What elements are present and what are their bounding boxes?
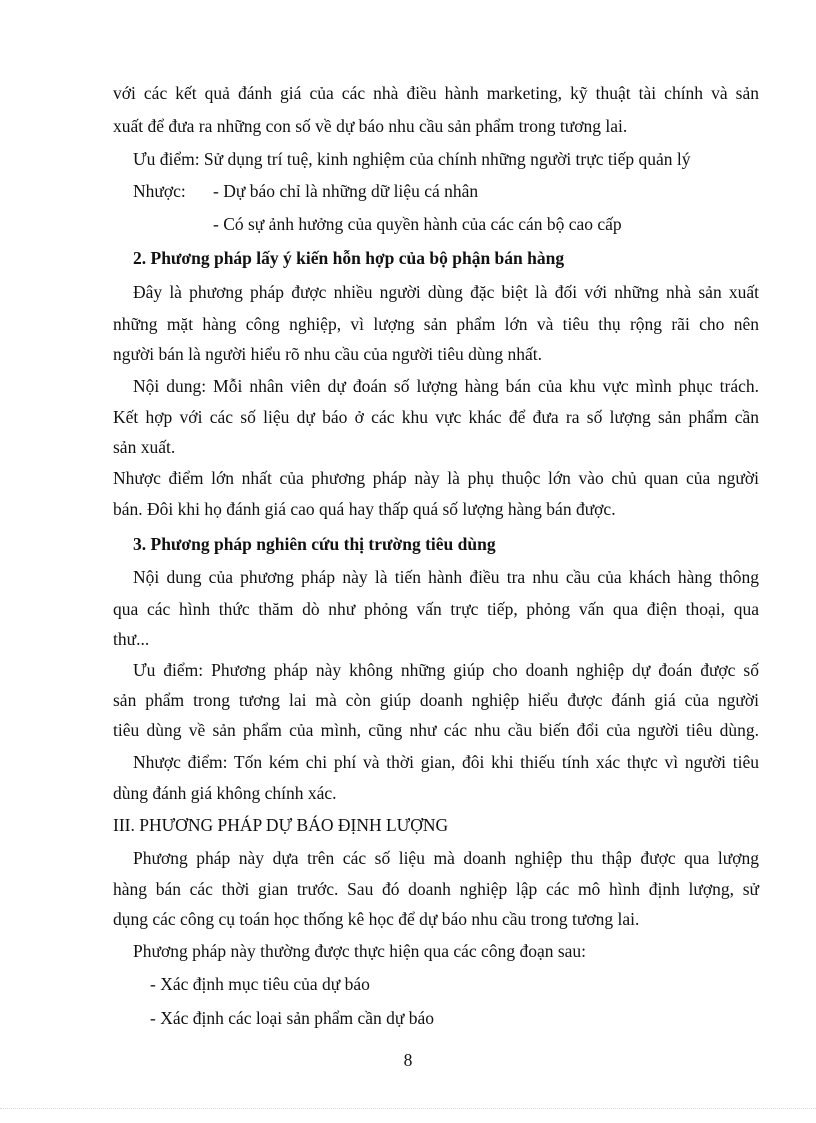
section-2-heading: 2. Phương pháp lấy ý kiến hỗn hợp của bộ phận bán hàng [133,248,565,268]
cons-item-1: - Dự báo chỉ là những dữ liệu cá nhân [213,181,479,201]
cons-label: Nhược: [133,181,186,201]
cons-item-2: - Có sự ảnh hưởng của quyền hành của các cán bộ cao cấp [213,214,622,234]
section-2-p2-line-3: sản xuất. [113,437,176,457]
section-3-p1-line-1: Nội dung của phương pháp này là tiến hành điều tra nhu cầu của khách hàng thông [133,567,759,587]
part-3-p1-line-3: dụng các công cụ toán học thống kê học để dự báo nhu cầu trong tương lai. [113,909,640,929]
section-2-p1-line-3: người bán là người hiểu rõ nhu cầu của người tiêu dùng nhất. [113,344,542,364]
step-item-1: - Xác định mục tiêu của dự báo [150,974,370,994]
section-3-p2-line-1: Ưu điểm: Phương pháp này không những giúp cho doanh nghiệp dự đoán được số [133,660,759,680]
pros-line: Ưu điểm: Sử dụng trí tuệ, kinh nghiệm của chính những người trực tiếp quản lý [133,149,691,169]
page-edge-divider [0,1108,816,1109]
section-2-p1-line-2: những mặt hàng công nghiệp, vì lượng sản phẩm lớn và tiêu thụ rộng rãi cho nên [113,314,759,334]
section-3-p2-line-3: tiêu dùng về sản phẩm của mình, cũng như các nhu cầu biến đổi của người tiêu dùng. [113,720,759,740]
section-3-p3-line-1: Nhược điểm: Tốn kém chi phí và thời gian, đôi khi thiếu tính xác thực vì người tiêu [133,752,759,772]
section-3-p1-line-2: qua các hình thức thăm dò như phỏng vấn trực tiếp, phỏng vấn qua điện thoại, qua [113,599,759,619]
part-3-p2: Phương pháp này thường được thực hiện qua các công đoạn sau: [133,941,587,961]
section-3-p3-line-2: dùng đánh giá không chính xác. [113,783,337,803]
section-3-heading: 3. Phương pháp nghiên cứu thị trường tiêu dùng [133,534,496,554]
part-3-p1-line-1: Phương pháp này dựa trên các số liệu mà doanh nghiệp thu thập được qua lượng [133,848,759,868]
page-number: 8 [403,1050,413,1070]
step-item-2: - Xác định các loại sản phẩm cần dự báo [150,1008,435,1028]
section-3-p2-line-2: sản phẩm trong tương lai mà còn giúp doanh nghiệp hiểu được đánh giá của người [113,690,759,710]
section-2-p3-line-1: Nhược điểm lớn nhất của phương pháp này là phụ thuộc lớn vào chủ quan của người [113,468,759,488]
part-3-p1-line-2: hàng bán các thời gian trước. Sau đó doanh nghiệp lập các mô hình định lượng, sử [113,879,759,899]
section-2-p2-line-1: Nội dung: Mỗi nhân viên dự đoán số lượng hàng bán của khu vực mình phục trách. [133,376,759,396]
section-2-p3-line-2: bán. Đôi khi họ đánh giá cao quá hay thấp quá số lượng hàng bán được. [113,499,616,519]
part-3-heading: III. PHƯƠNG PHÁP DỰ BÁO ĐỊNH LƯỢNG [113,815,449,835]
intro-line-1: với các kết quả đánh giá của các nhà điều hành marketing, kỹ thuật tài chính và sản [113,83,759,103]
section-3-p1-line-3: thư... [113,629,150,649]
section-2-p1-line-1: Đây là phương pháp được nhiều người dùng đặc biệt là đối với những nhà sản xuất [133,282,759,302]
section-2-p2-line-2: Kết hợp với các số liệu dự báo ở các khu vực khác để đưa ra số lượng sản phẩm cần [113,407,759,427]
intro-line-2: xuất để đưa ra những con số về dự báo nhu cầu sản phẩm trong tương lai. [113,116,628,136]
